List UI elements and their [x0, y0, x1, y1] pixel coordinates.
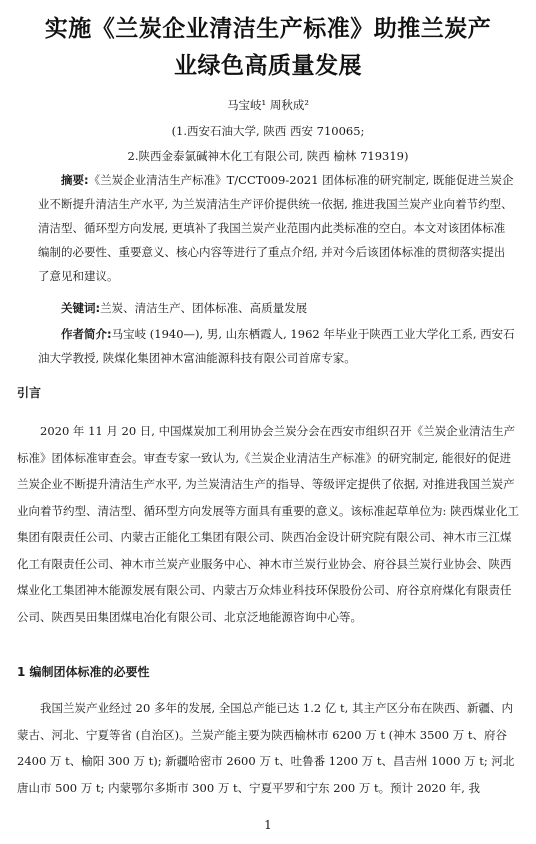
keywords-label: 关键词: [61, 301, 101, 315]
abstract-text: 《兰炭企业清洁生产标准》T/CCT009-2021 团体标准的研究制定, 既能促进兰炭企业不断提升清洁生产水平, 为兰炭清洁生产评价提供统一依据, 推进我国兰炭产业向着节约型、清洁型、循环型方向发展, 更填补了我国兰炭产业范围内此类标准的空白。本文对该团体标准编制的必要性、重要意义、核心内容等进行了重点介绍, 并对今后该团体标准的贯彻落实提出了意见和建议。 [38, 173, 514, 283]
section-heading-1: 1 编制团体标准的必要性 [17, 665, 150, 679]
abstract-label: 摘要: [61, 173, 89, 187]
paper-title-line-2: 业绿色高质量发展 [174, 53, 362, 79]
bio-label: 作者简介: [61, 327, 112, 341]
section-heading-introduction: 引言 [17, 386, 42, 400]
author-bio [38, 322, 516, 370]
introduction-paragraph: 2020 年 11 月 20 日, 中国煤炭加工利用协会兰炭分会在西安市组织召开《兰炭企业清洁生产标准》团体标准审查会。审查专家一致认为,《兰炭企业清洁生产标准》的研究制定, 能很好的促进兰炭企业不断提升清洁生产水平, 为兰炭清洁生产的指导、等级评定提供了依据, 对推进我国兰炭产业向着节约型、清洁型、循环型方向发展等方面具有重要的意义。该标准起草单位为: 陕西煤业化工集团有限责任公司、内蒙古正能化工集团有限公司、陕西冶金设计研究院有限公司、神木市三江煤化工有限责任公司、神木市兰炭产业服务中心、神木市兰炭行业协会、府谷县兰炭行业协会、陕西煤业化工集团神木能源发展有限公司、内蒙古万众炜业科技环保股份公司、府谷京府煤化有限责任公司、陕西昊田集团煤电冶化有限公司、北京泛地能源咨询中心等。 [17, 424, 520, 624]
section-1-paragraph: 我国兰炭产业经过 20 多年的发展, 全国总产能已达 1.2 亿 t, 其主产区分布在陕西、新疆、内蒙古、河北、宁夏等省 (自治区)。兰炭产能主要为陕西榆林市 6200 万 t (神木 3500 万 t、府谷 2400 万 t、榆阳 300 万 t); 新疆哈密市 2600 万 t、吐鲁番 1200 万 t、昌吉州 1000 万 t; 河北唐山市 500 万 t; 内蒙鄂尔多斯市 300 万 t、宁夏平罗和宁东 200 万 t。预计 2020 年, 我 [17, 701, 515, 795]
affiliation-2: 2.陕西金泰氯碱神木化工有限公司, 陕西 榆林 719319) [127, 149, 409, 163]
keywords [38, 296, 516, 320]
affiliation-1: (1.西安石油大学, 陕西 西安 710065; [171, 124, 365, 138]
abstract [38, 168, 516, 288]
keywords-text: 兰炭、清洁生产、团体标准、高质量发展 [100, 301, 308, 315]
bio-text: 马宝岐 (1940—), 男, 山东栖霞人, 1962 年毕业于陕西工业大学化工系, 西安石油大学教授, 陕煤化集团神木富油能源科技有限公司首席专家。 [38, 327, 515, 365]
page-number: 1 [264, 818, 272, 832]
authors: 马宝岐¹ 周秋成² [227, 98, 309, 112]
paper-title-line-1: 实施《兰炭企业清洁生产标准》助推兰炭产 [44, 16, 492, 42]
